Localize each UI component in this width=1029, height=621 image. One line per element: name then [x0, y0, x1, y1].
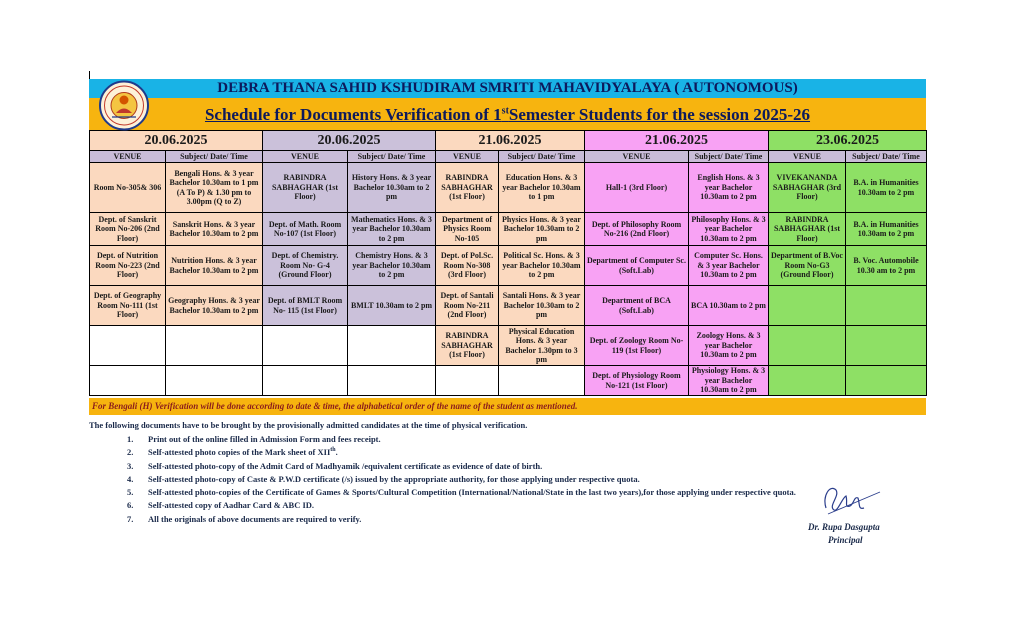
list-item — [127, 446, 796, 459]
schedule-title-main: Schedule for Documents Verification of 1 — [204, 105, 502, 124]
subject-time-cell — [846, 366, 927, 396]
subject-column-header: Subject/ Date/ Time — [348, 151, 436, 163]
venue-cell: Department of BCA (Soft.Lab) — [585, 286, 689, 326]
list-item — [127, 486, 796, 499]
table-row — [90, 213, 927, 246]
date-header: 20.06.2025 — [263, 131, 436, 151]
venue-cell: Hall-1 (3rd Floor) — [585, 163, 689, 213]
venue-cell — [436, 366, 499, 396]
schedule-title-superscript: st — [501, 105, 509, 117]
subject-time-cell: Physiology Hons. & 3 year Bachelor 10.30am to 2 pm — [689, 366, 769, 396]
subject-time-cell: Computer Sc. Hons. & 3 year Bachelor 10.30am to 2 pm — [689, 246, 769, 286]
venue-cell: RABINDRA SABHAGHAR (1st Floor) — [436, 163, 499, 213]
subject-column-header: Subject/ Date/ Time — [689, 151, 769, 163]
subject-time-cell — [846, 326, 927, 366]
table-row — [90, 246, 927, 286]
venue-cell: VIVEKANANDA SABHAGHAR (3rd Floor) — [769, 163, 846, 213]
date-header: 21.06.2025 — [585, 131, 769, 151]
venue-cell: Department of Computer Sc. (Soft.Lab) — [585, 246, 689, 286]
subject-time-cell: Sanskrit Hons. & 3 year Bachelor 10.30am to 2 pm — [166, 213, 263, 246]
corner-tick — [89, 71, 90, 79]
list-item-text: Self-attested copy of Aadhar Card & ABC ID. — [148, 500, 315, 511]
subject-time-cell: Physics Hons. & 3 year Bachelor 10.30am to 2 pm — [499, 213, 585, 246]
subject-time-cell: Chemistry Hons. & 3 year Bachelor 10.30am to 2 pm — [348, 246, 436, 286]
venue-cell: Department of Physics Room No-105 — [436, 213, 499, 246]
table-row — [90, 286, 927, 326]
venue-cell: Dept. of Chemistry. Room No- G-4 (Ground Floor) — [263, 246, 348, 286]
subject-column-header: Subject/ Date/ Time — [499, 151, 585, 163]
schedule-title — [89, 98, 926, 130]
subject-time-cell: B.A. in Humanities 10.30am to 2 pm — [846, 213, 927, 246]
subject-time-cell: Santali Hons. & 3 year Bachelor 10.30am to 2 pm — [499, 286, 585, 326]
table-row — [90, 366, 927, 396]
bengali-verification-note: For Bengali (H) Verification will be done according to date & time, the alphabetical order of the name of the student as mentioned. — [89, 398, 926, 415]
venue-cell: Dept. of Santali Room No-211 (2nd Floor) — [436, 286, 499, 326]
venue-column-header: VENUE — [436, 151, 499, 163]
list-item-number: 4. — [127, 473, 134, 484]
list-item-text: Self-attested photo-copy of Caste & P.W.D certificate (/s) issued by the appropriate authority, for those applying under respective quota. — [148, 473, 640, 484]
venue-cell: Dept. of BMLT Room No- 115 (1st Floor) — [263, 286, 348, 326]
subject-time-cell — [499, 366, 585, 396]
venue-cell: Dept. of Pol.Sc. Room No-308 (3rd Floor) — [436, 246, 499, 286]
principal-title: Principal — [828, 535, 863, 545]
venue-cell: Room No-305& 306 — [90, 163, 166, 213]
subject-time-cell — [166, 326, 263, 366]
venue-cell — [769, 286, 846, 326]
venue-cell — [263, 326, 348, 366]
college-name: DEBRA THANA SAHID KSHUDIRAM SMRITI MAHAVIDYALAYA ( AUTONOMOUS) — [89, 79, 926, 98]
table-row — [90, 163, 927, 213]
subject-time-cell: B. Voc. Automobile 10.30 am to 2 pm — [846, 246, 927, 286]
venue-cell: Department of B.Voc Room No-G3 (Ground Floor) — [769, 246, 846, 286]
list-item-text: Self-attested photo-copy of the Admit Card of Madhyamik /equivalent certificate as evidence of date of birth. — [148, 460, 543, 471]
subject-time-cell: Physical Education Hons. & 3 year Bachelor 1.30pm to 3 pm — [499, 326, 585, 366]
venue-cell: Dept. of Physiology Room No-121 (1st Floor) — [585, 366, 689, 396]
subject-time-cell — [348, 326, 436, 366]
principal-name: Dr. Rupa Dasgupta — [808, 522, 880, 532]
venue-cell: RABINDRA SABHAGHAR (1st Floor) — [263, 163, 348, 213]
list-item — [127, 513, 796, 526]
list-item-text: All the originals of above documents are required to verify. — [148, 513, 362, 524]
subject-time-cell: Mathematics Hons. & 3 year Bachelor 10.30am to 2 pm — [348, 213, 436, 246]
venue-cell — [90, 326, 166, 366]
venue-cell: Dept. of Sanskrit Room No-206 (2nd Floor) — [90, 213, 166, 246]
subject-time-cell: Philosophy Hons. & 3 year Bachelor 10.30am to 2 pm — [689, 213, 769, 246]
venue-cell: Dept. of Geography Room No-111 (1st Floor) — [90, 286, 166, 326]
venue-cell: Dept. of Nutrition Room No-223 (2nd Floor) — [90, 246, 166, 286]
list-item-text: Print out of the online filled in Admission Form and fees receipt. — [148, 434, 381, 444]
verification-schedule-table — [89, 130, 927, 396]
college-emblem-icon — [92, 80, 156, 131]
subject-time-cell — [348, 366, 436, 396]
list-item-number: 5. — [127, 487, 134, 498]
venue-column-header: VENUE — [585, 151, 689, 163]
list-item-number: 2. — [127, 447, 134, 458]
subject-time-cell: BCA 10.30am to 2 pm — [689, 286, 769, 326]
subject-time-cell: English Hons. & 3 year Bachelor 10.30am to 2 pm — [689, 163, 769, 213]
list-item-number: 1. — [127, 434, 134, 444]
list-item-number: 3. — [127, 460, 134, 471]
venue-column-header: VENUE — [90, 151, 166, 163]
subject-time-cell: Zoology Hons. & 3 year Bachelor 10.30am to 2 pm — [689, 326, 769, 366]
list-item-text: Self-attested photo copies of the Mark sheet of XII — [148, 447, 331, 458]
subject-time-cell: Education Hons. & 3 year Bachelor 10.30am to 1 pm — [499, 163, 585, 213]
venue-cell: Dept. of Zoology Room No-119 (1st Floor) — [585, 326, 689, 366]
date-header-row — [90, 131, 927, 151]
list-item-text: Self-attested photo-copies of the Certificate of Games & Sports/Cultural Competition (International/National/State in the last two years),for those applying under respective quota. — [148, 487, 796, 498]
schedule-title-rest: Semester Students for the session 2025-26 — [508, 105, 811, 124]
list-item — [127, 460, 796, 473]
date-header: 21.06.2025 — [436, 131, 585, 151]
venue-cell: RABINDRA SABHAGHAR (1st Floor) — [769, 213, 846, 246]
subject-column-header: Subject/ Date/ Time — [166, 151, 263, 163]
date-header: 23.06.2025 — [769, 131, 927, 151]
venue-cell: Dept. of Philosophy Room No-216 (2nd Floor) — [585, 213, 689, 246]
documents-list — [127, 433, 796, 526]
venue-cell: RABINDRA SABHAGHAR (1st Floor) — [436, 326, 499, 366]
column-header-row — [90, 151, 927, 163]
list-item-number: 6. — [127, 500, 134, 511]
handwritten-signature — [818, 478, 888, 520]
venue-cell: Dept. of Math. Room No-107 (1st Floor) — [263, 213, 348, 246]
venue-cell — [263, 366, 348, 396]
list-item-number: 7. — [127, 513, 134, 524]
list-item — [127, 473, 796, 486]
venue-cell — [769, 366, 846, 396]
list-item-superscript: th — [330, 447, 336, 454]
list-item — [127, 499, 796, 512]
subject-time-cell: Bengali Hons. & 3 year Bachelor 10.30am to 1 pm (A To P) & 1.30 pm to 3.00pm (Q to Z) — [166, 163, 263, 213]
subject-column-header: Subject/ Date/ Time — [846, 151, 927, 163]
venue-column-header: VENUE — [769, 151, 846, 163]
subject-time-cell: BMLT 10.30am to 2 pm — [348, 286, 436, 326]
venue-column-header: VENUE — [263, 151, 348, 163]
documents-intro: The following documents have to be brought by the provisionally admitted candidates at the time of physical verification. — [89, 420, 528, 430]
subject-time-cell: Political Sc. Hons. & 3 year Bachelor 10.30am to 2 pm — [499, 246, 585, 286]
subject-time-cell — [846, 286, 927, 326]
table-row — [90, 326, 927, 366]
subject-time-cell: History Hons. & 3 year Bachelor 10.30am to 2 pm — [348, 163, 436, 213]
subject-time-cell: Geography Hons. & 3 year Bachelor 10.30am to 2 pm — [166, 286, 263, 326]
subject-time-cell: B.A. in Humanities 10.30am to 2 pm — [846, 163, 927, 213]
subject-time-cell: Nutrition Hons. & 3 year Bachelor 10.30am to 2 pm — [166, 246, 263, 286]
venue-cell — [769, 326, 846, 366]
venue-cell — [90, 366, 166, 396]
list-item-suffix: . — [335, 447, 338, 458]
date-header: 20.06.2025 — [90, 131, 263, 151]
list-item — [127, 433, 796, 446]
subject-time-cell — [166, 366, 263, 396]
